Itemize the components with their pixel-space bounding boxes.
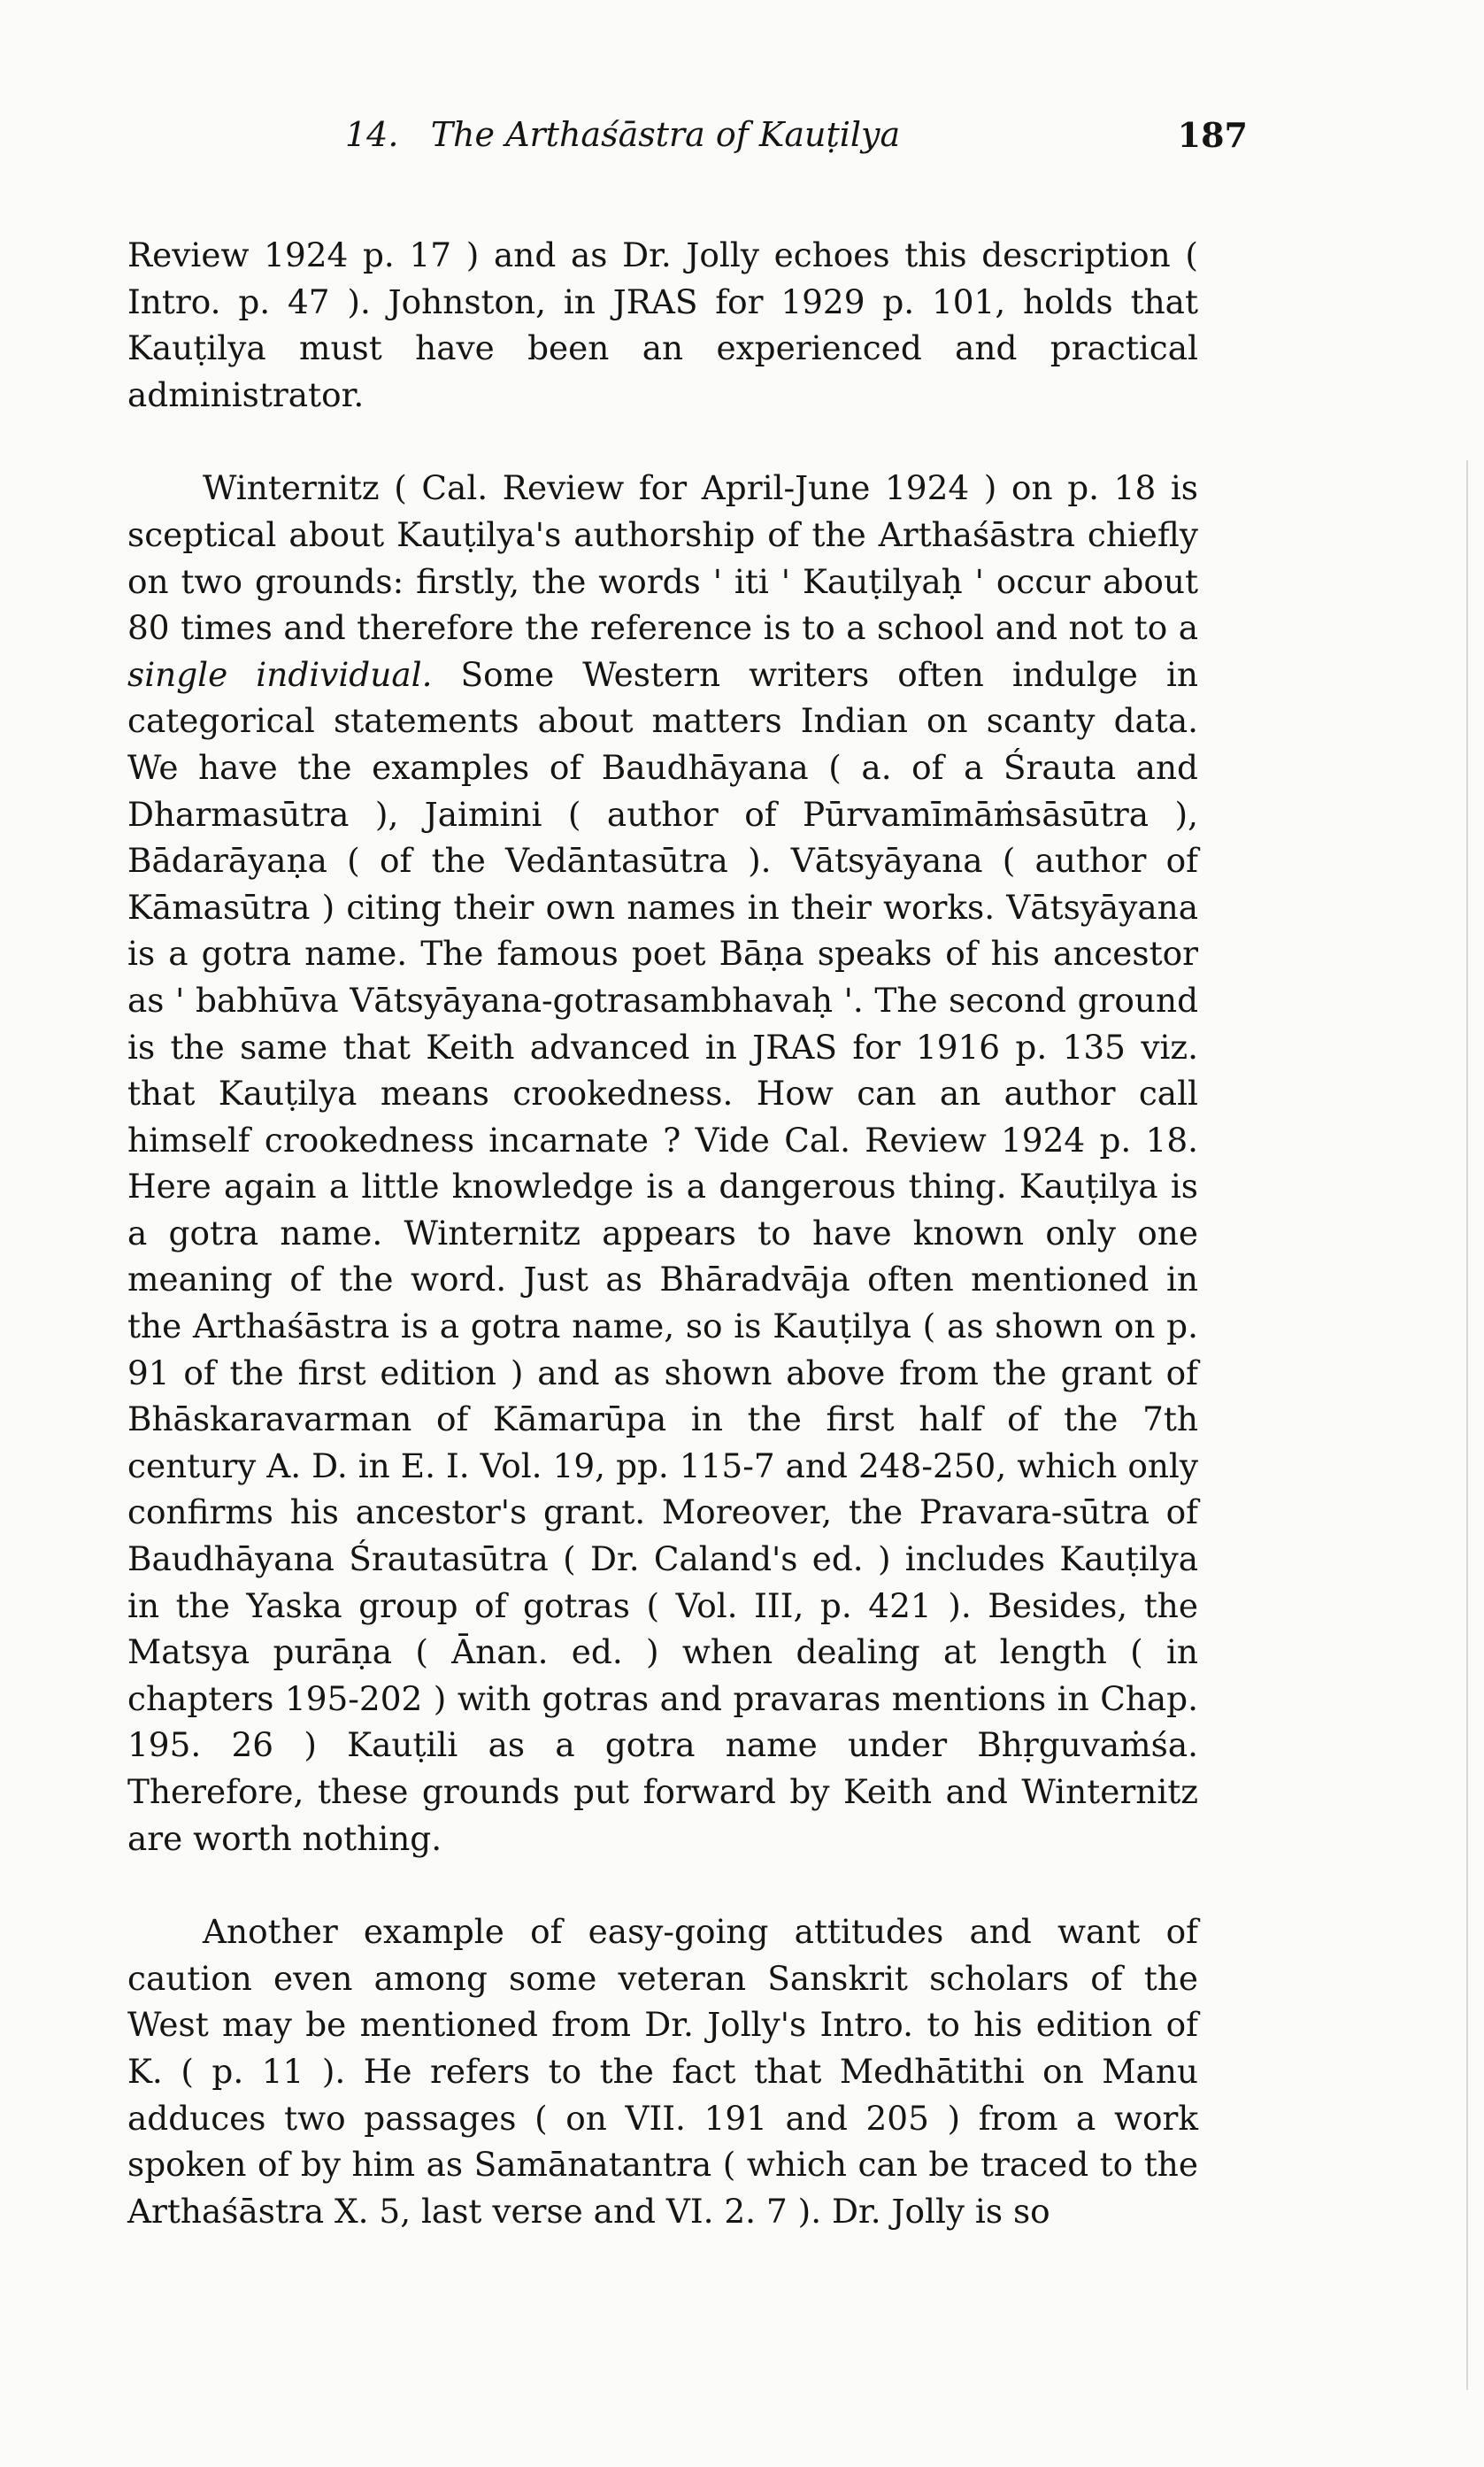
paragraph-3: Another example of easy-going attitudes and want of caution even among some veteran Sanskrit scholars of the West may be mentioned from Dr. Jolly's Intro. to his edition of K. ( p. 11 ). He refers to the fact that Medhātithi on Manu adduces two passages ( on VII. 191 and 205 ) from a work spoken of by him as Samānatantra ( which can be traced to the Arthaśāstra X. 5, last verse and VI. 2. 7 ). Dr. Jolly is so bbox=[127, 1912, 1198, 2231]
running-head bbox=[124, 115, 1248, 168]
paragraph-2 bbox=[127, 465, 1198, 1862]
paragraph-1: Review 1924 p. 17 ) and as Dr. Jolly echoes this description ( Intro. p. 47 ). Johnston, in JRAS for 1929 p. 101, holds that Kauṭilya must have been an experienced and practical administrator. bbox=[127, 235, 1198, 414]
page-edge-shadow bbox=[1466, 460, 1468, 2390]
paragraph-2-part-1: Winternitz ( Cal. Review for April-June 1924 ) on p. 18 is sceptical about Kauṭilya's authorship of the Arthaśāstra chiefly on two grounds: firstly, the words ' iti ' Kauṭilyaḥ ' occur about 80 times and therefore the reference is to a school and not to a bbox=[127, 468, 1198, 648]
body-text bbox=[127, 232, 1198, 2234]
paragraph-gap bbox=[127, 418, 1198, 465]
page-number: 187 bbox=[1177, 115, 1248, 155]
paragraph-2-italic: single individual. bbox=[127, 654, 433, 694]
chapter-title: The Arthaśāstra of Kauṭilya bbox=[430, 115, 901, 154]
paragraph-2-part-2: Some Western writers often indulge in categorical statements about matters Indian on scanty data. We have the examples of Baudhāyana ( a. of a Śrauta and Dharmasūtra ), Jaimini ( author of Pūrvamīmāṁsāsūtra ), Bādarāyaṇa ( of the Vedāntasūtra ). Vātsyāyana ( author of Kāmasūtra ) citing their own names in their works. Vātsyāyana is a gotra name. The famous poet Bāṇa speaks of his ancestor as ' babhūva Vātsyāyana-gotrasambhavaḥ '. The second ground is the same that Keith advanced in JRAS for 1916 p. 135 viz. that Kauṭilya means crookedness. How can an author call himself crookedness incarnate ? Vide Cal. Review 1924 p. 18. Here again a little knowledge is a dangerous thing. Kauṭilya is a gotra name. Winternitz appears to have known only one meaning of the word. Just as Bhāradvāja often mentioned in the Arthaśāstra is a gotra name, so is Kauṭilya ( as shown on p. 91 of the first edition ) and as shown above from the grant of Bhāskaravarman of Kāmarūpa in the first half of the 7th century A. D. in E. I. Vol. 19, pp. 115-7 and 248-250, which only confirms his ancestor's grant. Moreover, the Pravara-sūtra of Baudhāyana Śrautasūtra ( Dr. Caland's ed. ) includes Kauṭilya in the Yaska group of gotras ( Vol. III, p. 421 ). Besides, the Matsya purāṇa ( Ānan. ed. ) when dealing at length ( in chapters 195-202 ) with gotras and pravaras mentions in Chap. 195. 26 ) Kauṭili as a gotra name under Bhṛguvaṁśa. Therefore, these grounds put forward by Keith and Winternitz are worth nothing. bbox=[127, 654, 1198, 1858]
chapter-number: 14. bbox=[345, 115, 399, 154]
paragraph-gap bbox=[127, 1862, 1198, 1908]
chapter-heading bbox=[345, 115, 900, 154]
